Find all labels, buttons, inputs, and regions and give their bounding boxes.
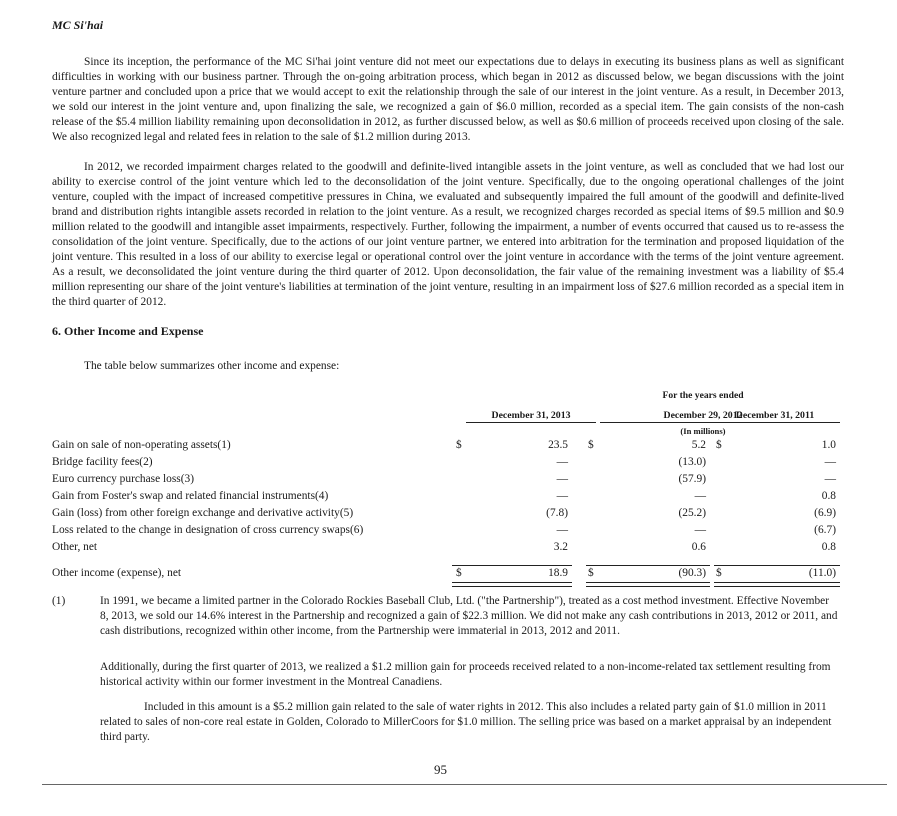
row-label: Bridge facility fees(2) — [52, 456, 153, 468]
value-2013: — — [556, 473, 568, 485]
value-2013: 23.5 — [548, 439, 568, 451]
footnote-water-rights: Included in this amount is a $5.2 million gain related to the sale of water rights in 2012. This also includes a related party gain of $1.0 million in 2011 related to sales of non-core real estate in Golden, Colorado to MillerCoors for $1.0 million. The selling price was based on a market appraisal by an independent third party. — [100, 701, 832, 743]
value-2013: 18.9 — [548, 567, 568, 579]
footnote-1: In 1991, we became a limited partner in the Colorado Rockies Baseball Club, Ltd. ("the Partnership"), treated as a cost method investment. Effective November 8, 2013, we sold our 14.6% interest in the Partnership and recognized a gain of $22.3 million. We did not make any cash contributions in 2013, 2012 or 2011, and cash distributions, recognized within other income, from the Partnership were immaterial in 2013, 2012 and 2011. — [100, 595, 838, 637]
table-row — [52, 540, 840, 555]
row-label: Other income (expense), net — [52, 567, 182, 579]
currency-symbol: $ — [716, 439, 722, 451]
column-header-2011: December 31, 2011 — [735, 410, 815, 421]
value-2012: — — [694, 490, 706, 502]
table-row — [52, 438, 840, 453]
footnote-marker: (1) — [52, 595, 66, 607]
value-2012: 0.6 — [691, 541, 706, 553]
value-2011: (11.0) — [808, 567, 836, 579]
value-2011: 0.8 — [821, 490, 836, 502]
value-2012: — — [694, 524, 706, 536]
row-label: Other, net — [52, 541, 98, 553]
value-2012: (57.9) — [678, 473, 706, 485]
currency-symbol: $ — [456, 439, 462, 451]
currency-symbol: $ — [716, 567, 722, 579]
table-row — [52, 489, 840, 504]
table-intro: The table below summarizes other income and expense: — [84, 360, 340, 372]
row-label: Gain (loss) from other foreign exchange and derivative activity(5) — [52, 507, 354, 519]
value-2012: 5.2 — [691, 439, 706, 451]
table-row — [52, 472, 840, 487]
total-double-rule — [714, 582, 840, 587]
value-2013: — — [556, 490, 568, 502]
value-2011: — — [824, 456, 836, 468]
value-2013: (7.8) — [546, 507, 568, 519]
value-2011: 0.8 — [821, 541, 836, 553]
column-header-2013: December 31, 2013 — [491, 410, 571, 421]
period-title: For the years ended — [662, 390, 744, 401]
table-row — [52, 455, 840, 470]
currency-symbol: $ — [456, 567, 462, 579]
currency-symbol: $ — [588, 567, 594, 579]
value-2013: — — [556, 524, 568, 536]
value-2013: — — [556, 456, 568, 468]
value-2011: 1.0 — [821, 439, 836, 451]
value-2013: 3.2 — [553, 541, 568, 553]
row-label: Gain from Foster's swap and related financial instruments(4) — [52, 490, 329, 502]
note-heading: 6. Other Income and Expense — [52, 324, 204, 338]
value-2012: (25.2) — [678, 507, 706, 519]
value-2011: (6.9) — [814, 507, 836, 519]
currency-symbol: $ — [588, 439, 594, 451]
table-total-row — [52, 566, 840, 581]
value-2012: (13.0) — [678, 456, 706, 468]
table-row — [52, 523, 840, 538]
total-double-rule — [586, 582, 710, 587]
column-header-2012: December 29, 2012 — [663, 410, 743, 421]
footnote-1-additional: Additionally, during the first quarter of 2013, we realized a $1.2 million gain for proceeds received related to a non-income-related tax settlement resulting from historical activity within our former investment in the Montreal Canadiens. — [100, 661, 831, 688]
table-row — [52, 506, 840, 521]
paragraph-impairment — [52, 160, 844, 310]
paragraph-mc-sihai-sale — [52, 55, 844, 145]
row-label: Gain on sale of non-operating assets(1) — [52, 439, 231, 451]
paragraph-text: In 2012, we recorded impairment charges related to the goodwill and definite-lived intangible assets in the joint venture, as well as concluded that we had lost our ability to exercise control of the joint venture which led to the deconsolidation of the joint venture. Specifically, due to the ongoing operational challenges of the joint venture, coupled with the impact of increased competitive pressures in China, we evaluated and subsequently impaired the full amount of the goodwill and definite-lived brand and distribution rights intangible assets recorded in relation to the joint venture. As a result, we recognized charges recorded as special items of $9.5 million and $0.9 million related to the goodwill and intangible asset impairments, respectively. Further, following the impairment, a number of events occurred that caused us to re-assess the consolidation of the joint venture. Specifically, due to the actions of our joint venture partner, we entered into arbitration for the termination and proposed liquidation of the joint venture. This resulted in a loss of our ability to exercise legal or operational control over the joint venture in accordance with the terms of the joint venture agreement. As a result, we deconsolidated the joint venture during the third quarter of 2012. Upon deconsolidation, the fair value of the remaining investment was a liability of $5.4 million representing our share of the joint venture's liabilities at termination of the joint venture, resulting in an impairment loss of $27.6 million recorded as a special item in the third quarter of 2012. — [52, 161, 844, 308]
total-double-rule — [452, 582, 572, 587]
value-2011: — — [824, 473, 836, 485]
row-label: Loss related to the change in designation of cross currency swaps(6) — [52, 524, 364, 536]
row-label: Euro currency purchase loss(3) — [52, 473, 195, 485]
value-2012: (90.3) — [678, 567, 706, 579]
header-rule — [720, 422, 840, 423]
header-rule — [466, 422, 596, 423]
page-number: 95 — [434, 762, 447, 777]
section-title: MC Si'hai — [52, 18, 104, 32]
units-label: (In millions) — [680, 426, 726, 436]
page-bottom-rule — [42, 784, 887, 785]
paragraph-text: Since its inception, the performance of the MC Si'hai joint venture did not meet our expectations due to delays in executing its business plans as well as significant difficulties in working with our business partner. Through the on-going arbitration process, which began in 2012 as discussed below, we began discussions with the joint venture partner and concluded upon a price that we would accept to exit the relationship through the sale of our interest in the joint venture. As a result, in December 2013, we sold our interest in the joint venture and, upon finalizing the sale, we recognized a gain of $6.0 million, recorded as a special item. The gain consists of the non-cash release of the $5.4 million liability remaining upon deconsolidation in 2012, as further discussed below, as well as $0.6 million of proceeds received upon closing of the sale. We also recognized legal and related fees in relation to the sale of $1.2 million during 2013. — [52, 56, 844, 143]
value-2011: (6.7) — [814, 524, 836, 536]
